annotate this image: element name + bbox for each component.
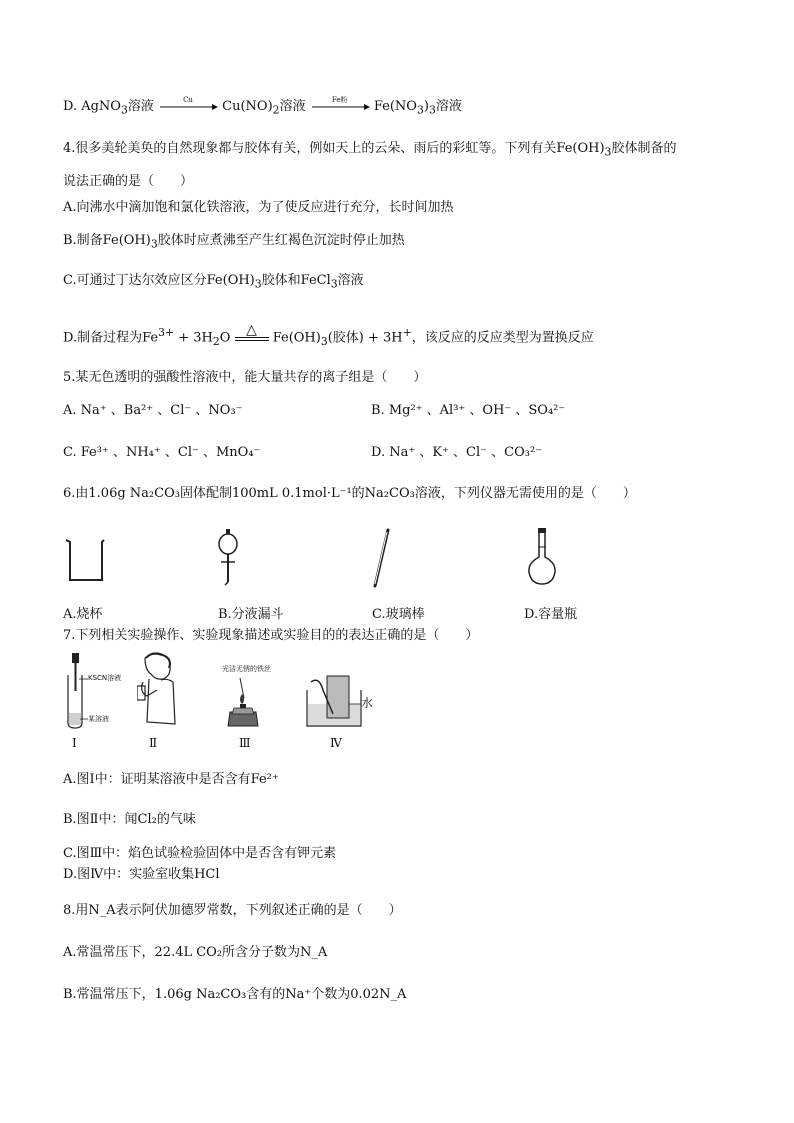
q4-option-a: A.向沸水中滴加饱和氯化铁溶液，为了使反应进行充分，长时间加热 xyxy=(63,200,454,215)
q5-option-c: C. Fe³⁺ 、NH₄⁺ 、Cl⁻ 、MnO₄⁻ xyxy=(63,445,261,460)
figure-4-gas-collection: 水 xyxy=(305,670,377,728)
beaker-figure xyxy=(64,538,106,584)
q4-option-d: D.制备过程为$Fe^{3+} + 3H_2O$ △ $Fe(OH)_3$(胶体) + 3H+，该反应的反应类型为置换反应 xyxy=(63,322,594,348)
q6-option-a: A.烧杯 xyxy=(63,607,103,622)
reaction-arrow-cu: Cu xyxy=(158,100,218,114)
q6-option-c: C.玻璃棒 xyxy=(372,607,425,622)
q7-option-a: A.图Ⅰ中：证明某溶液中是否含有Fe²⁺ xyxy=(63,772,279,787)
figure-2-label: Ⅱ xyxy=(149,736,158,750)
q5-stem: 5.某无色透明的强酸性溶液中，能大量共存的离子组是（ ） xyxy=(63,370,427,385)
q8-stem: 8.用N_A表示阿伏加德罗常数，下列叙述正确的是（ ） xyxy=(63,903,402,918)
q6-stem: 6.由1.06g Na₂CO₃固体配制100mL 0.1mol·L⁻¹的Na₂CO₃溶液，下列仪器无需使用的是（ ） xyxy=(63,486,636,501)
heat-equals-sign: △ xyxy=(235,335,269,341)
figure-1-test-tube: KSCN溶液 某溶液 xyxy=(64,651,134,729)
figure-4-label: Ⅳ xyxy=(330,736,342,750)
q8-option-b: B.常温常压下，1.06g Na₂CO₃含有的Na⁺个数为0.02N_A xyxy=(63,987,407,1002)
q7-option-b: B.图Ⅱ中：闻Cl₂的气味 xyxy=(63,812,196,827)
figure-2-person-smelling xyxy=(137,652,183,728)
q4-stem-line1: 4.很多美轮美奂的自然现象都与胶体有关，例如天上的云朵、雨后的彩虹等。下列有关$Fe(OH)_3$胶体制备的 xyxy=(63,141,677,159)
q4-stem-line2: 说法正确的是（ ） xyxy=(63,174,194,189)
figure-1-label: Ⅰ xyxy=(72,736,77,750)
volumetric-flask-figure xyxy=(526,527,558,587)
q7-option-d: D.图Ⅳ中：实验室收集HCl xyxy=(63,867,220,882)
q7-option-c: C.图Ⅲ中：焰色试验检验固体中是否含有钾元素 xyxy=(63,846,337,861)
q5-option-b: B. Mg²⁺ 、Al³⁺ 、OH⁻ 、SO₄²⁻ xyxy=(371,403,566,418)
q4-option-b: B.制备$Fe(OH)_3$胶体时应煮沸至产生红褐色沉淀时停止加热 xyxy=(63,233,405,251)
figure-3-label: Ⅲ xyxy=(239,736,251,750)
q6-option-b: B.分液漏斗 xyxy=(218,607,284,622)
reaction-arrow-fe: Fe粉 xyxy=(310,100,370,114)
q7-stem: 7.下列相关实验操作、实验现象描述或实验目的的表达正确的是（ ） xyxy=(63,628,479,643)
glass-rod-figure xyxy=(370,528,392,590)
figure-3-flame-test: 光洁无锈的铁丝 xyxy=(220,664,290,728)
q8-option-a: A.常温常压下，22.4L CO₂所含分子数为N_A xyxy=(63,945,328,960)
q5-option-a: A. Na⁺ 、Ba²⁺ 、Cl⁻ 、NO₃⁻ xyxy=(63,403,243,418)
separatory-funnel-figure xyxy=(215,528,241,586)
q3-option-d: D. AgNO$_3$溶液 Cu $Cu(NO)_2$溶液 Fe粉 $Fe(NO_3)_3$溶液 xyxy=(63,95,462,117)
q4-option-c: C.可通过丁达尔效应区分$Fe(OH)_3$胶体和FeCl$_3$溶液 xyxy=(63,273,364,291)
q5-option-d: D. Na⁺ 、K⁺ 、Cl⁻ 、CO₃²⁻ xyxy=(371,445,543,460)
q6-option-d: D.容量瓶 xyxy=(524,607,578,622)
